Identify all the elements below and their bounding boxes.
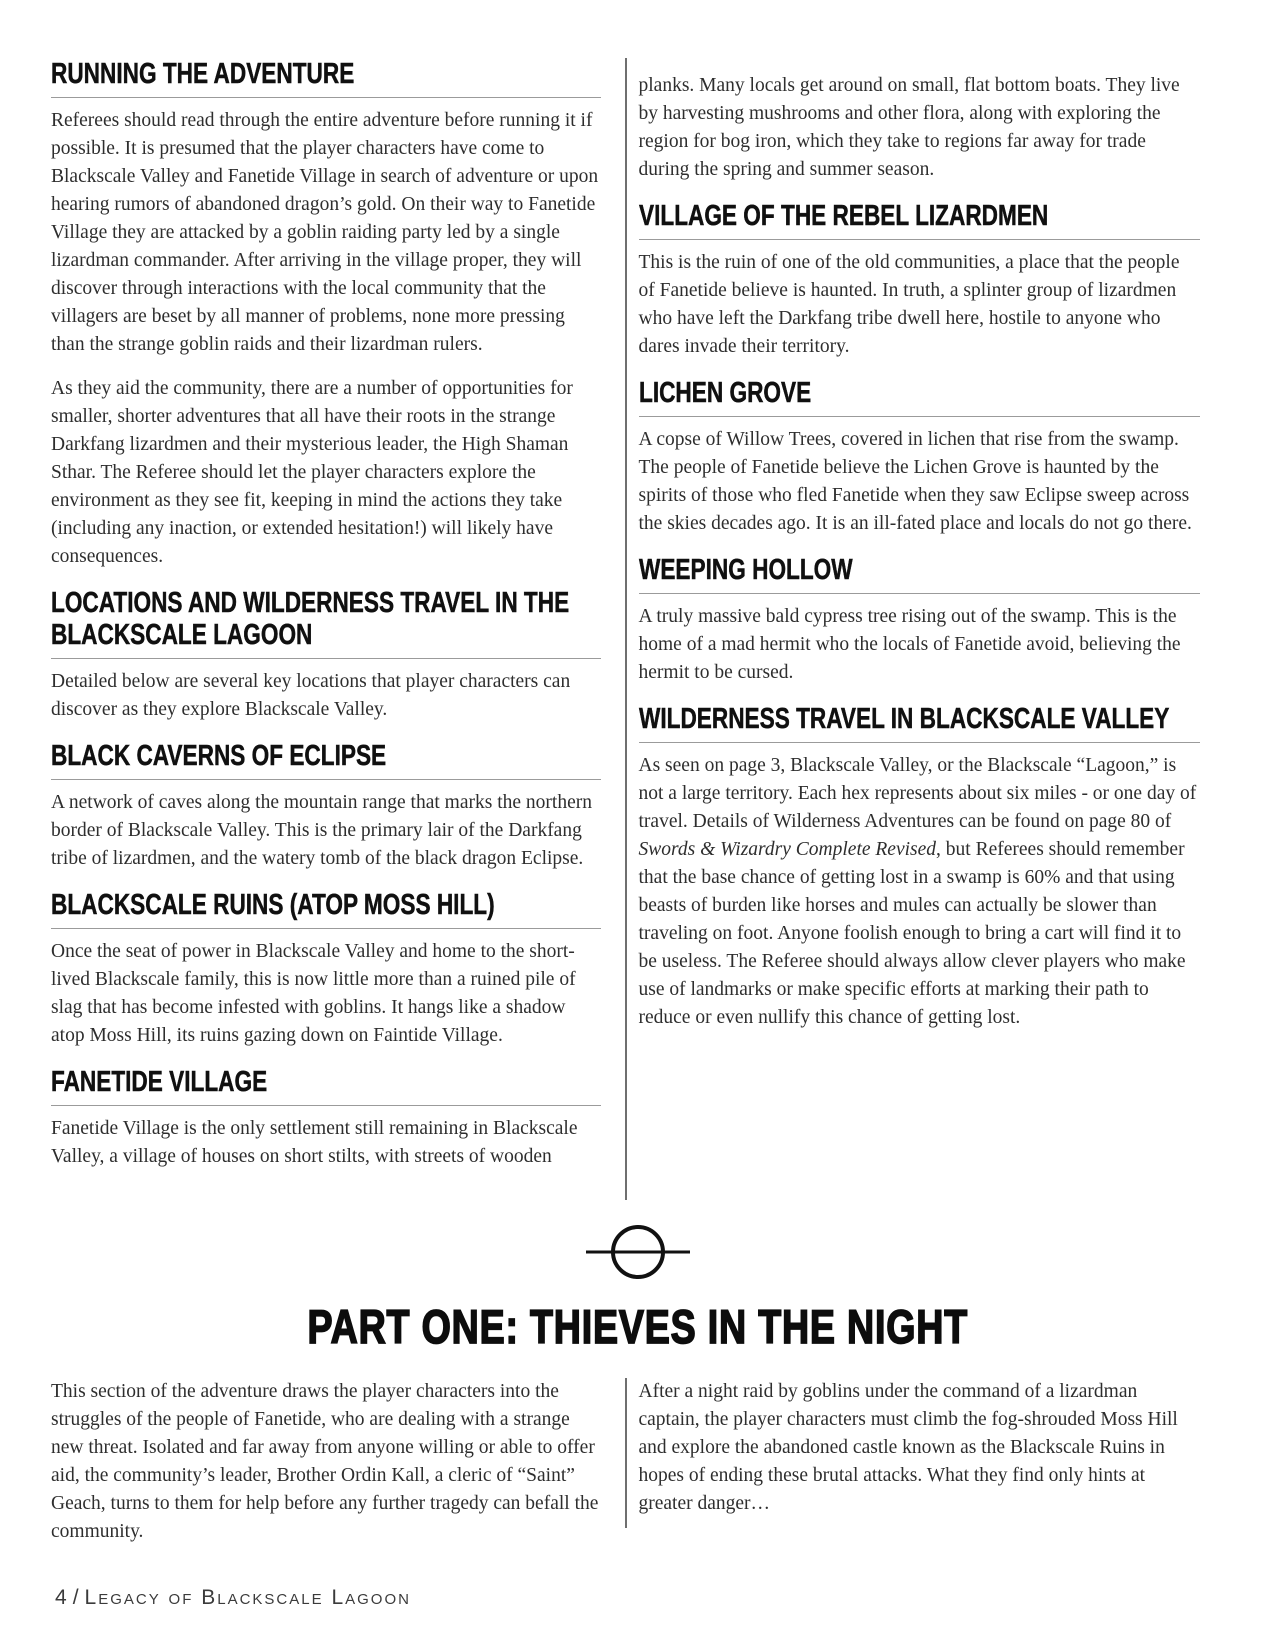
heading-rule (51, 779, 601, 780)
body-paragraph: planks. Many locals get around on small, flat bottom boats. They live by harvesting mushrooms and other flora, along with exploring the region for bog iron, which they take to regions far away for trade during the spring and summer season. (638, 75, 1180, 180)
body-paragraph: This is the ruin of one of the old communities, a place that the people of Fanetide believe is haunted. In truth, a splinter group of lizardmen who have left the Darkfang tribe dwell here, hostile to anyone who dares invade their territory. (638, 252, 1180, 357)
section-heading: RUNNING THE ADVENTURE (51, 58, 355, 90)
circle-line-icon (586, 1224, 690, 1280)
section-heading: VILLAGE OF THE REBEL LIZARDMEN (638, 200, 1048, 232)
heading-rule (51, 658, 601, 659)
text-run: As seen on page 3, Blackscale Valley, or the Blackscale “Lagoon,” is not a large territory. Each hex represents about six miles - or one day of travel. Details of Wilderness Adventures can be found on page 80 of (638, 755, 1197, 832)
body-paragraph: After a night raid by goblins under the command of a lizardman captain, the player characters must climb the fog-shrouded Moss Hill and explore the abandoned castle known as the Blackscale Ruins in hopes of ending these brutal attacks. What they find only hints at greater danger… (638, 1381, 1178, 1514)
page-number: 4 (55, 1586, 69, 1609)
bottom-left-column (51, 1378, 601, 1562)
column-divider-line (625, 58, 627, 1200)
body-paragraph: A network of caves along the mountain range that marks the northern border of Blackscale Valley. This is the primary lair of the Darkfang tribe of lizardmen, and the watery tomb of the black dragon Eclipse. (51, 792, 592, 869)
book-title: Legacy of Blackscale Lagoon (84, 1586, 411, 1609)
section-heading: LOCATIONS AND WILDERNESS TRAVEL IN THE BLACKSCALE LAGOON (51, 587, 570, 651)
body-paragraph: This section of the adventure draws the player characters into the struggles of the people of Fanetide, who are dealing with a strange new threat. Isolated and far away from anyone willing or able to offer aid, the community’s leader, Brother Ordin Kall, a cleric of “Saint” Geach, turns to them for help before any further tragedy can befall the community. (51, 1381, 599, 1542)
body-paragraph: Fanetide Village is the only settlement still remaining in Blackscale Valley, a village of houses on short stilts, with streets of wooden (51, 1118, 578, 1167)
section-heading: WEEPING HOLLOW (638, 554, 853, 586)
section-heading: BLACKSCALE RUINS (ATOP MOSS HILL) (51, 889, 495, 921)
heading-rule (51, 928, 601, 929)
part-heading-row (0, 1302, 1275, 1352)
section-heading: LICHEN GROVE (638, 377, 811, 409)
top-right-column (639, 58, 1201, 1200)
section-divider-ornament (0, 1224, 1275, 1280)
footer-separator: / (72, 1586, 81, 1609)
body-paragraph: Referees should read through the entire adventure before running it if possible. It is presumed that the player characters have come to Blackscale Valley and Fanetide Village in search of adventure or upon hearing rumors of abandoned dragon’s gold. On their way to Fanetide Village they are attacked by a goblin raiding party led by a single lizardman commander. After arriving in the village proper, they will discover through interactions with the local community that the villagers are beset by all manner of problems, none more pressing than the strange goblin raids and their lizardman rulers. (51, 110, 599, 355)
heading-rule (639, 593, 1201, 594)
heading-rule (51, 97, 601, 98)
body-paragraph: As they aid the community, there are a number of opportunities for smaller, shorter adventures that all have their roots in the strange Darkfang lizardmen and their mysterious leader, the High Shaman Sthar. The Referee should let the player characters explore the environment as they see fit, keeping in mind the actions they take (including any inaction, or extended hesitation!) will likely have consequences. (51, 378, 573, 567)
heading-rule (639, 416, 1201, 417)
heading-rule (639, 239, 1201, 240)
text-run: , but Referees should remember that the base chance of getting lost in a swamp is 60% and that using beasts of burden like horses and mules can actually be slower than traveling on foot. Anyone foolish enough to bring a cart will find it to be useless. The Referee should always allow clever players who make use of landmarks or make specific efforts at marking their path to reduce or even nullify this chance of getting lost. (638, 839, 1186, 1028)
part-one-title: PART ONE: THIEVES IN THE NIGHT (307, 1300, 968, 1353)
column-divider-line-bottom (625, 1378, 627, 1528)
bottom-two-column-section (0, 1352, 1275, 1562)
bottom-right-column (639, 1378, 1201, 1534)
body-paragraph: A copse of Willow Trees, covered in lichen that rise from the swamp. The people of Fanetide believe the Lichen Grove is haunted by the spirits of those who fled Fanetide when they saw Eclipse sweep across the skies decades ago. It is an ill-fated place and locals do not go there. (638, 429, 1192, 534)
section-heading: FANETIDE VILLAGE (51, 1066, 268, 1098)
body-paragraph: Once the seat of power in Blackscale Valley and home to the short-lived Blackscale family, this is now little more than a ruined pile of slag that has become infested with goblins. It hangs like a shadow atop Moss Hill, its ruins gazing down on Faintide Village. (51, 941, 576, 1046)
heading-rule (639, 742, 1201, 743)
body-paragraph: A truly massive bald cypress tree rising out of the swamp. This is the home of a mad hermit who the locals of Fanetide avoid, believing the hermit to be cursed. (638, 606, 1181, 683)
body-paragraph: Detailed below are several key locations that player characters can discover as they explore Blackscale Valley. (51, 671, 571, 720)
section-heading: WILDERNESS TRAVEL IN BLACKSCALE VALLEY (638, 703, 1169, 735)
body-paragraph (639, 752, 1201, 1032)
section-heading: BLACK CAVERNS OF ECLIPSE (51, 740, 387, 772)
italic-text-run: Swords & Wizardry Complete Revised (638, 839, 937, 860)
heading-rule (51, 1105, 601, 1106)
page-footer (55, 1586, 415, 1610)
top-left-column (51, 58, 601, 1200)
